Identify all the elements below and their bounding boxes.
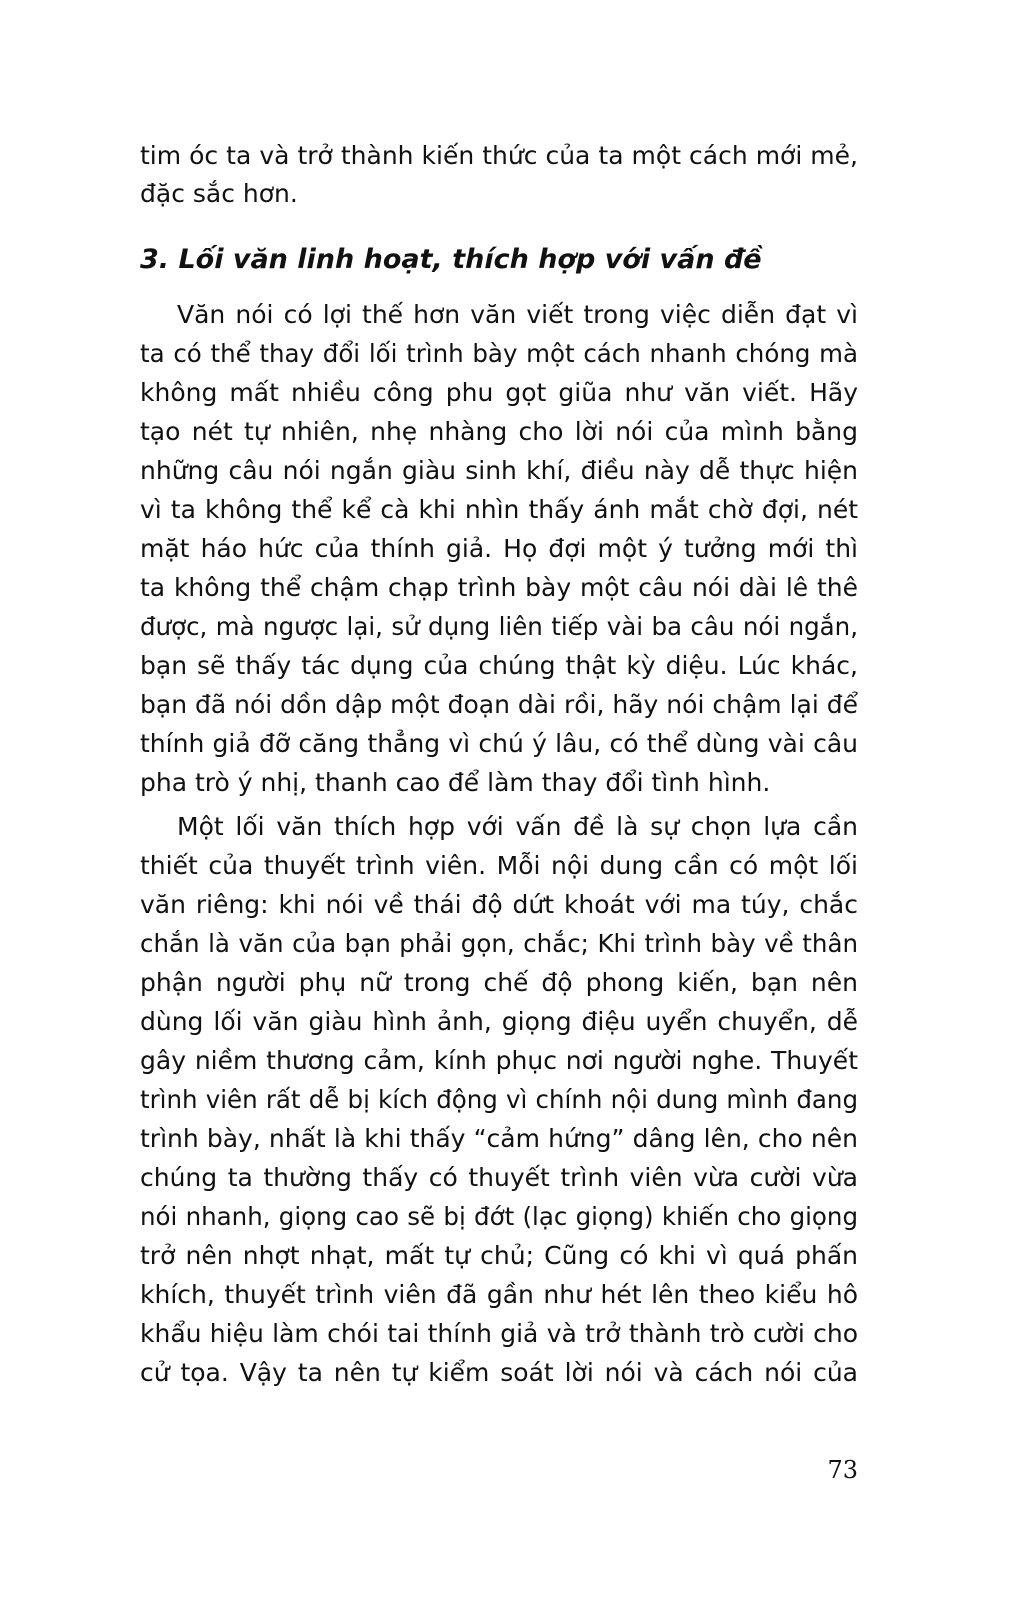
text-line: không mất nhiều công phu gọt giũa như văn viết. Hãy bbox=[140, 378, 858, 407]
text-line: những câu nói ngắn giàu sinh khí, điều này dễ thực hiện bbox=[140, 456, 858, 485]
text-line: ta không thể chậm chạp trình bày một câu nói dài lê thê bbox=[140, 573, 858, 602]
text-line: được, mà ngược lại, sử dụng liên tiếp vài ba câu nói ngắn, bbox=[140, 612, 858, 641]
text-line: cử tọa. Vậy ta nên tự kiểm soát lời nói và cách nói của bbox=[140, 1358, 858, 1387]
text-line: đặc sắc hơn. bbox=[140, 179, 298, 208]
text-line: Một lối văn thích hợp với vấn đề là sự chọn lựa cần bbox=[177, 812, 858, 841]
text-line: trình viên rất dễ bị kích động vì chính nội dung mình đang bbox=[140, 1085, 858, 1114]
text-line: chúng ta thường thấy có thuyết trình viên vừa cười vừa bbox=[140, 1163, 858, 1192]
text-line: gây niềm thương cảm, kính phục nơi người nghe. Thuyết bbox=[140, 1046, 858, 1075]
text-line: thiết của thuyết trình viên. Mỗi nội dung cần có một lối bbox=[140, 851, 858, 880]
text-line: văn riêng: khi nói về thái độ dứt khoát với ma túy, chắc bbox=[140, 890, 858, 919]
text-line: nói nhanh, giọng cao sẽ bị đớt (lạc giọng) khiến cho giọng bbox=[140, 1202, 858, 1231]
text-line: tạo nét tự nhiên, nhẹ nhàng cho lời nói của mình bằng bbox=[140, 417, 858, 446]
text-line: thính giả đỡ căng thẳng vì chú ý lâu, có thể dùng vài câu bbox=[140, 729, 858, 758]
text-line: tim óc ta và trở thành kiến thức của ta một cách mới mẻ, bbox=[140, 141, 858, 170]
text-line: bạn sẽ thấy tác dụng của chúng thật kỳ diệu. Lúc khác, bbox=[140, 651, 858, 680]
text-line: chắn là văn của bạn phải gọn, chắc; Khi trình bày về thân bbox=[140, 929, 858, 958]
section-heading: 3. Lối văn linh hoạt, thích hợp với vấn đề bbox=[140, 244, 762, 275]
page-number: 73 bbox=[827, 1456, 858, 1484]
text-line: vì ta không thể kể cà khi nhìn thấy ánh mắt chờ đợi, nét bbox=[140, 495, 858, 524]
text-line: khích, thuyết trình viên đã gần như hét lên theo kiểu hô bbox=[140, 1280, 858, 1309]
text-line: ta có thể thay đổi lối trình bày một cách nhanh chóng mà bbox=[140, 339, 858, 368]
text-line: trình bày, nhất là khi thấy “cảm hứng” dâng lên, cho nên bbox=[140, 1124, 858, 1153]
text-line: bạn đã nói dồn dập một đoạn dài rồi, hãy nói chậm lại để bbox=[140, 690, 858, 719]
text-line: pha trò ý nhị, thanh cao để làm thay đổi tình hình. bbox=[140, 768, 771, 797]
text-line: mặt háo hức của thính giả. Họ đợi một ý tưởng mới thì bbox=[140, 534, 858, 563]
text-line: dùng lối văn giàu hình ảnh, giọng điệu uyển chuyển, dễ bbox=[140, 1007, 858, 1036]
text-line: khẩu hiệu làm chói tai thính giả và trở thành trò cười cho bbox=[140, 1319, 858, 1348]
text-line: trở nên nhợt nhạt, mất tự chủ; Cũng có khi vì quá phấn bbox=[140, 1241, 858, 1270]
text-line: Văn nói có lợi thế hơn văn viết trong việc diễn đạt vì bbox=[177, 300, 858, 329]
text-line: phận người phụ nữ trong chế độ phong kiến, bạn nên bbox=[140, 968, 858, 997]
